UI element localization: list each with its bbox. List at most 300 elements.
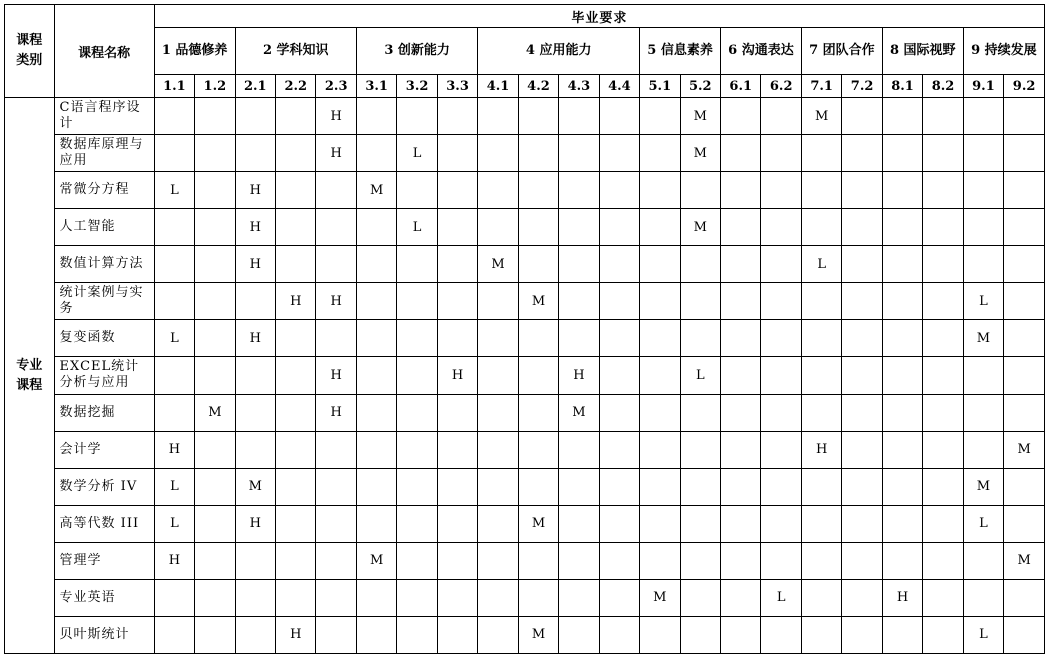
support-level-cell xyxy=(882,542,922,579)
support-level-cell: H xyxy=(316,357,356,394)
support-level-cell: H xyxy=(316,135,356,172)
support-level-cell xyxy=(195,542,235,579)
course-name-cell: 统计案例与实务 xyxy=(54,283,154,320)
support-level-cell xyxy=(680,394,720,431)
support-level-cell xyxy=(882,209,922,246)
support-level-cell xyxy=(478,468,518,505)
support-level-cell xyxy=(154,394,194,431)
support-level-cell xyxy=(559,542,599,579)
support-level-cell xyxy=(195,283,235,320)
support-level-cell xyxy=(356,616,396,653)
support-level-cell xyxy=(680,320,720,357)
support-level-cell xyxy=(235,357,275,394)
support-level-cell xyxy=(276,209,316,246)
support-level-cell xyxy=(761,542,801,579)
support-level-cell xyxy=(316,505,356,542)
support-level-cell xyxy=(437,394,477,431)
support-level-cell xyxy=(923,505,963,542)
support-level-cell xyxy=(1004,468,1045,505)
support-level-cell xyxy=(721,283,761,320)
support-level-cell xyxy=(882,98,922,135)
support-level-cell xyxy=(842,579,882,616)
support-level-cell xyxy=(195,505,235,542)
support-level-cell xyxy=(599,320,639,357)
support-level-cell xyxy=(599,468,639,505)
support-level-cell xyxy=(963,98,1003,135)
support-level-cell xyxy=(721,431,761,468)
support-level-cell: M xyxy=(195,394,235,431)
support-level-cell xyxy=(963,357,1003,394)
sub-requirement-header: 8.1 xyxy=(882,75,922,98)
sub-requirement-header: 2.1 xyxy=(235,75,275,98)
support-level-cell xyxy=(882,135,922,172)
support-level-cell: H xyxy=(276,616,316,653)
support-level-cell xyxy=(397,98,437,135)
support-level-cell xyxy=(276,246,316,283)
support-level-cell xyxy=(559,431,599,468)
support-level-cell xyxy=(599,542,639,579)
support-level-cell xyxy=(801,579,841,616)
support-level-cell xyxy=(963,246,1003,283)
support-level-cell xyxy=(923,172,963,209)
support-level-cell xyxy=(640,98,680,135)
support-level-cell xyxy=(963,209,1003,246)
course-name-cell: 常微分方程 xyxy=(54,172,154,209)
sub-requirement-header: 9.2 xyxy=(1004,75,1045,98)
support-level-cell xyxy=(276,320,316,357)
support-level-cell xyxy=(882,357,922,394)
support-level-cell xyxy=(640,320,680,357)
support-level-cell xyxy=(397,431,437,468)
course-name-cell: 数学分析 IV xyxy=(54,468,154,505)
table-row xyxy=(5,209,1045,246)
support-level-cell xyxy=(154,209,194,246)
support-level-cell xyxy=(518,394,558,431)
category-header-label: 课程 类别 xyxy=(16,33,43,68)
support-level-cell xyxy=(923,394,963,431)
support-level-cell: H xyxy=(437,357,477,394)
support-level-cell: H xyxy=(235,320,275,357)
support-level-cell xyxy=(923,320,963,357)
support-level-cell xyxy=(478,172,518,209)
support-level-cell xyxy=(356,98,396,135)
support-level-cell: L xyxy=(680,357,720,394)
support-level-cell xyxy=(518,357,558,394)
support-level-cell xyxy=(599,209,639,246)
support-level-cell xyxy=(195,579,235,616)
support-level-cell xyxy=(559,98,599,135)
support-level-cell xyxy=(154,616,194,653)
support-level-cell xyxy=(518,468,558,505)
support-level-cell xyxy=(478,394,518,431)
support-level-cell xyxy=(882,283,922,320)
support-level-cell xyxy=(599,579,639,616)
support-level-cell xyxy=(640,209,680,246)
sub-requirement-header: 3.1 xyxy=(356,75,396,98)
support-level-cell xyxy=(478,98,518,135)
support-level-cell: H xyxy=(154,431,194,468)
support-level-cell xyxy=(559,579,599,616)
sub-requirement-header: 2.3 xyxy=(316,75,356,98)
support-level-cell xyxy=(923,616,963,653)
support-level-cell xyxy=(559,468,599,505)
sub-requirement-header: 6.2 xyxy=(761,75,801,98)
support-level-cell: L xyxy=(154,505,194,542)
support-level-cell xyxy=(559,283,599,320)
support-level-cell xyxy=(721,505,761,542)
support-level-cell xyxy=(842,320,882,357)
support-level-cell xyxy=(518,579,558,616)
support-level-cell xyxy=(761,172,801,209)
support-level-cell xyxy=(599,283,639,320)
requirement-group-header: 5 信息素养 xyxy=(640,28,721,75)
support-level-cell xyxy=(640,172,680,209)
support-level-cell xyxy=(1004,394,1045,431)
support-level-cell xyxy=(518,135,558,172)
support-level-cell xyxy=(721,320,761,357)
support-level-cell xyxy=(640,468,680,505)
support-level-cell: L xyxy=(963,616,1003,653)
support-level-cell xyxy=(316,616,356,653)
support-level-cell xyxy=(923,579,963,616)
support-level-cell xyxy=(195,172,235,209)
support-level-cell: L xyxy=(154,468,194,505)
support-level-cell xyxy=(195,468,235,505)
support-level-cell xyxy=(437,172,477,209)
support-level-cell xyxy=(154,579,194,616)
support-level-cell: M xyxy=(680,209,720,246)
support-level-cell xyxy=(801,135,841,172)
support-level-cell xyxy=(842,542,882,579)
support-level-cell xyxy=(882,431,922,468)
support-level-cell xyxy=(397,172,437,209)
support-level-cell xyxy=(478,357,518,394)
support-level-cell: M xyxy=(356,542,396,579)
support-level-cell xyxy=(761,616,801,653)
course-name-cell: 专业英语 xyxy=(54,579,154,616)
support-level-cell xyxy=(963,172,1003,209)
support-level-cell xyxy=(1004,616,1045,653)
support-level-cell xyxy=(842,135,882,172)
support-level-cell xyxy=(276,135,316,172)
support-level-cell xyxy=(801,283,841,320)
table-row xyxy=(5,505,1045,542)
course-name-header: 课程名称 xyxy=(54,5,154,98)
support-level-cell xyxy=(195,246,235,283)
support-level-cell xyxy=(721,98,761,135)
support-level-cell xyxy=(235,98,275,135)
support-level-cell xyxy=(801,468,841,505)
support-level-cell xyxy=(640,283,680,320)
support-level-cell: L xyxy=(397,209,437,246)
support-level-cell xyxy=(680,431,720,468)
support-level-cell xyxy=(963,135,1003,172)
support-level-cell xyxy=(680,505,720,542)
support-level-cell xyxy=(397,579,437,616)
support-level-cell xyxy=(437,616,477,653)
support-level-cell xyxy=(195,320,235,357)
sub-requirement-header: 6.1 xyxy=(721,75,761,98)
support-level-cell xyxy=(761,209,801,246)
support-level-cell xyxy=(518,542,558,579)
sub-requirement-header: 3.3 xyxy=(437,75,477,98)
support-level-cell xyxy=(1004,172,1045,209)
support-level-cell xyxy=(599,505,639,542)
support-level-cell xyxy=(235,579,275,616)
support-level-cell xyxy=(397,357,437,394)
support-level-cell xyxy=(437,283,477,320)
support-level-cell xyxy=(478,209,518,246)
support-level-cell xyxy=(882,172,922,209)
support-level-cell: H xyxy=(801,431,841,468)
support-level-cell xyxy=(195,209,235,246)
support-level-cell xyxy=(437,468,477,505)
support-level-cell xyxy=(801,209,841,246)
support-level-cell xyxy=(721,616,761,653)
support-level-cell xyxy=(842,616,882,653)
support-level-cell: H xyxy=(316,283,356,320)
support-level-cell xyxy=(397,320,437,357)
support-level-cell xyxy=(478,579,518,616)
course-name-cell: 复变函数 xyxy=(54,320,154,357)
support-level-cell xyxy=(801,357,841,394)
support-level-cell xyxy=(842,209,882,246)
support-level-cell: H xyxy=(559,357,599,394)
table-row xyxy=(5,135,1045,172)
support-level-cell xyxy=(680,616,720,653)
support-level-cell xyxy=(721,135,761,172)
course-name-cell: 数据挖掘 xyxy=(54,394,154,431)
support-level-cell xyxy=(599,616,639,653)
support-level-cell xyxy=(478,505,518,542)
support-level-cell xyxy=(276,579,316,616)
support-level-cell xyxy=(195,357,235,394)
support-level-cell xyxy=(356,431,396,468)
support-level-cell xyxy=(882,246,922,283)
support-level-cell xyxy=(316,579,356,616)
sub-requirement-header: 3.2 xyxy=(397,75,437,98)
support-level-cell xyxy=(276,98,316,135)
support-level-cell xyxy=(842,283,882,320)
support-level-cell xyxy=(801,172,841,209)
requirement-group-header: 9 持续发展 xyxy=(963,28,1044,75)
support-level-cell xyxy=(1004,135,1045,172)
support-level-cell xyxy=(599,98,639,135)
support-level-cell xyxy=(356,394,396,431)
support-level-cell xyxy=(437,431,477,468)
support-level-cell xyxy=(559,616,599,653)
support-level-cell xyxy=(397,468,437,505)
requirement-group-header: 7 团队合作 xyxy=(801,28,882,75)
support-level-cell xyxy=(518,172,558,209)
support-level-cell: M xyxy=(235,468,275,505)
support-level-cell xyxy=(276,542,316,579)
support-level-cell xyxy=(640,542,680,579)
support-level-cell: M xyxy=(963,320,1003,357)
support-level-cell xyxy=(356,246,396,283)
support-level-cell xyxy=(640,431,680,468)
support-level-cell: M xyxy=(518,505,558,542)
support-level-cell: H xyxy=(882,579,922,616)
category-header xyxy=(5,5,55,98)
support-level-cell xyxy=(356,320,396,357)
table-row xyxy=(5,542,1045,579)
table-row xyxy=(5,246,1045,283)
support-level-cell xyxy=(842,246,882,283)
support-level-cell xyxy=(235,542,275,579)
support-level-cell xyxy=(195,431,235,468)
support-level-cell: L xyxy=(761,579,801,616)
support-level-cell xyxy=(640,394,680,431)
support-level-cell xyxy=(842,394,882,431)
table-row xyxy=(5,98,1045,135)
support-level-cell xyxy=(761,320,801,357)
table-row xyxy=(5,172,1045,209)
support-level-cell xyxy=(599,357,639,394)
support-level-cell xyxy=(437,209,477,246)
support-level-cell xyxy=(599,246,639,283)
support-level-cell: H xyxy=(235,246,275,283)
table-row xyxy=(5,357,1045,394)
table-row xyxy=(5,616,1045,653)
support-level-cell xyxy=(882,394,922,431)
support-level-cell xyxy=(397,542,437,579)
support-level-cell xyxy=(761,135,801,172)
support-level-cell xyxy=(437,579,477,616)
support-level-cell xyxy=(437,98,477,135)
support-level-cell: M xyxy=(478,246,518,283)
support-level-cell xyxy=(721,394,761,431)
support-level-cell xyxy=(599,394,639,431)
course-name-cell: 贝叶斯统计 xyxy=(54,616,154,653)
support-level-cell xyxy=(518,431,558,468)
support-level-cell xyxy=(478,283,518,320)
support-level-cell xyxy=(923,357,963,394)
course-name-cell: 高等代数 III xyxy=(54,505,154,542)
support-level-cell xyxy=(276,431,316,468)
support-level-cell xyxy=(1004,579,1045,616)
course-name-cell: 数据库原理与应用 xyxy=(54,135,154,172)
support-level-cell: M xyxy=(356,172,396,209)
support-level-cell xyxy=(680,172,720,209)
support-level-cell xyxy=(154,283,194,320)
support-level-cell xyxy=(882,468,922,505)
support-level-cell xyxy=(842,468,882,505)
requirement-group-header: 8 国际视野 xyxy=(882,28,963,75)
support-level-cell xyxy=(397,394,437,431)
support-level-cell xyxy=(721,579,761,616)
support-level-cell xyxy=(356,505,396,542)
support-level-cell xyxy=(761,98,801,135)
support-level-cell xyxy=(842,357,882,394)
course-name-cell: C语言程序设计 xyxy=(54,98,154,135)
table-row xyxy=(5,320,1045,357)
support-level-cell xyxy=(801,542,841,579)
support-level-cell: L xyxy=(963,283,1003,320)
support-level-cell xyxy=(923,468,963,505)
sub-requirement-header: 4.3 xyxy=(559,75,599,98)
support-level-cell: M xyxy=(518,616,558,653)
support-level-cell xyxy=(640,616,680,653)
support-level-cell: M xyxy=(801,98,841,135)
support-level-cell: H xyxy=(316,98,356,135)
support-level-cell xyxy=(680,579,720,616)
support-level-cell xyxy=(842,431,882,468)
support-level-cell xyxy=(356,468,396,505)
support-level-cell xyxy=(599,431,639,468)
support-level-cell xyxy=(478,320,518,357)
support-level-cell xyxy=(518,246,558,283)
support-level-cell xyxy=(356,209,396,246)
support-level-cell xyxy=(761,505,801,542)
support-level-cell xyxy=(437,135,477,172)
support-level-cell xyxy=(518,209,558,246)
sub-requirement-header: 9.1 xyxy=(963,75,1003,98)
support-level-cell: H xyxy=(316,394,356,431)
support-level-cell xyxy=(276,468,316,505)
support-level-cell xyxy=(842,505,882,542)
support-level-cell xyxy=(923,246,963,283)
support-level-cell xyxy=(235,394,275,431)
support-level-cell: L xyxy=(397,135,437,172)
support-level-cell: L xyxy=(801,246,841,283)
support-level-cell xyxy=(235,135,275,172)
support-level-cell xyxy=(478,542,518,579)
sub-requirement-header: 5.2 xyxy=(680,75,720,98)
support-level-cell xyxy=(842,98,882,135)
support-level-cell xyxy=(154,246,194,283)
course-name-cell: 数值计算方法 xyxy=(54,246,154,283)
table-row xyxy=(5,394,1045,431)
support-level-cell xyxy=(599,172,639,209)
support-level-cell: M xyxy=(1004,431,1045,468)
course-name-cell: 管理学 xyxy=(54,542,154,579)
support-level-cell xyxy=(680,468,720,505)
support-level-cell xyxy=(599,135,639,172)
support-level-cell xyxy=(721,542,761,579)
support-level-cell xyxy=(1004,283,1045,320)
support-level-cell: M xyxy=(518,283,558,320)
support-level-cell xyxy=(235,431,275,468)
support-level-cell: H xyxy=(235,505,275,542)
support-level-cell: M xyxy=(1004,542,1045,579)
support-level-cell xyxy=(559,320,599,357)
support-level-cell xyxy=(316,468,356,505)
support-level-cell xyxy=(761,394,801,431)
course-name-cell: 会计学 xyxy=(54,431,154,468)
support-level-cell xyxy=(397,283,437,320)
sub-requirement-header: 2.2 xyxy=(276,75,316,98)
support-level-cell xyxy=(316,320,356,357)
support-level-cell: H xyxy=(154,542,194,579)
support-level-cell xyxy=(559,505,599,542)
support-level-cell: L xyxy=(963,505,1003,542)
support-level-cell xyxy=(882,505,922,542)
support-level-cell xyxy=(923,98,963,135)
support-level-cell xyxy=(923,135,963,172)
support-level-cell xyxy=(882,320,922,357)
support-level-cell xyxy=(761,283,801,320)
sub-requirement-header: 1.1 xyxy=(154,75,194,98)
support-level-cell xyxy=(195,135,235,172)
support-level-cell xyxy=(559,135,599,172)
support-level-cell xyxy=(680,246,720,283)
support-level-cell xyxy=(963,542,1003,579)
support-level-cell xyxy=(721,209,761,246)
support-level-cell xyxy=(680,283,720,320)
support-level-cell: L xyxy=(154,320,194,357)
support-level-cell xyxy=(518,320,558,357)
